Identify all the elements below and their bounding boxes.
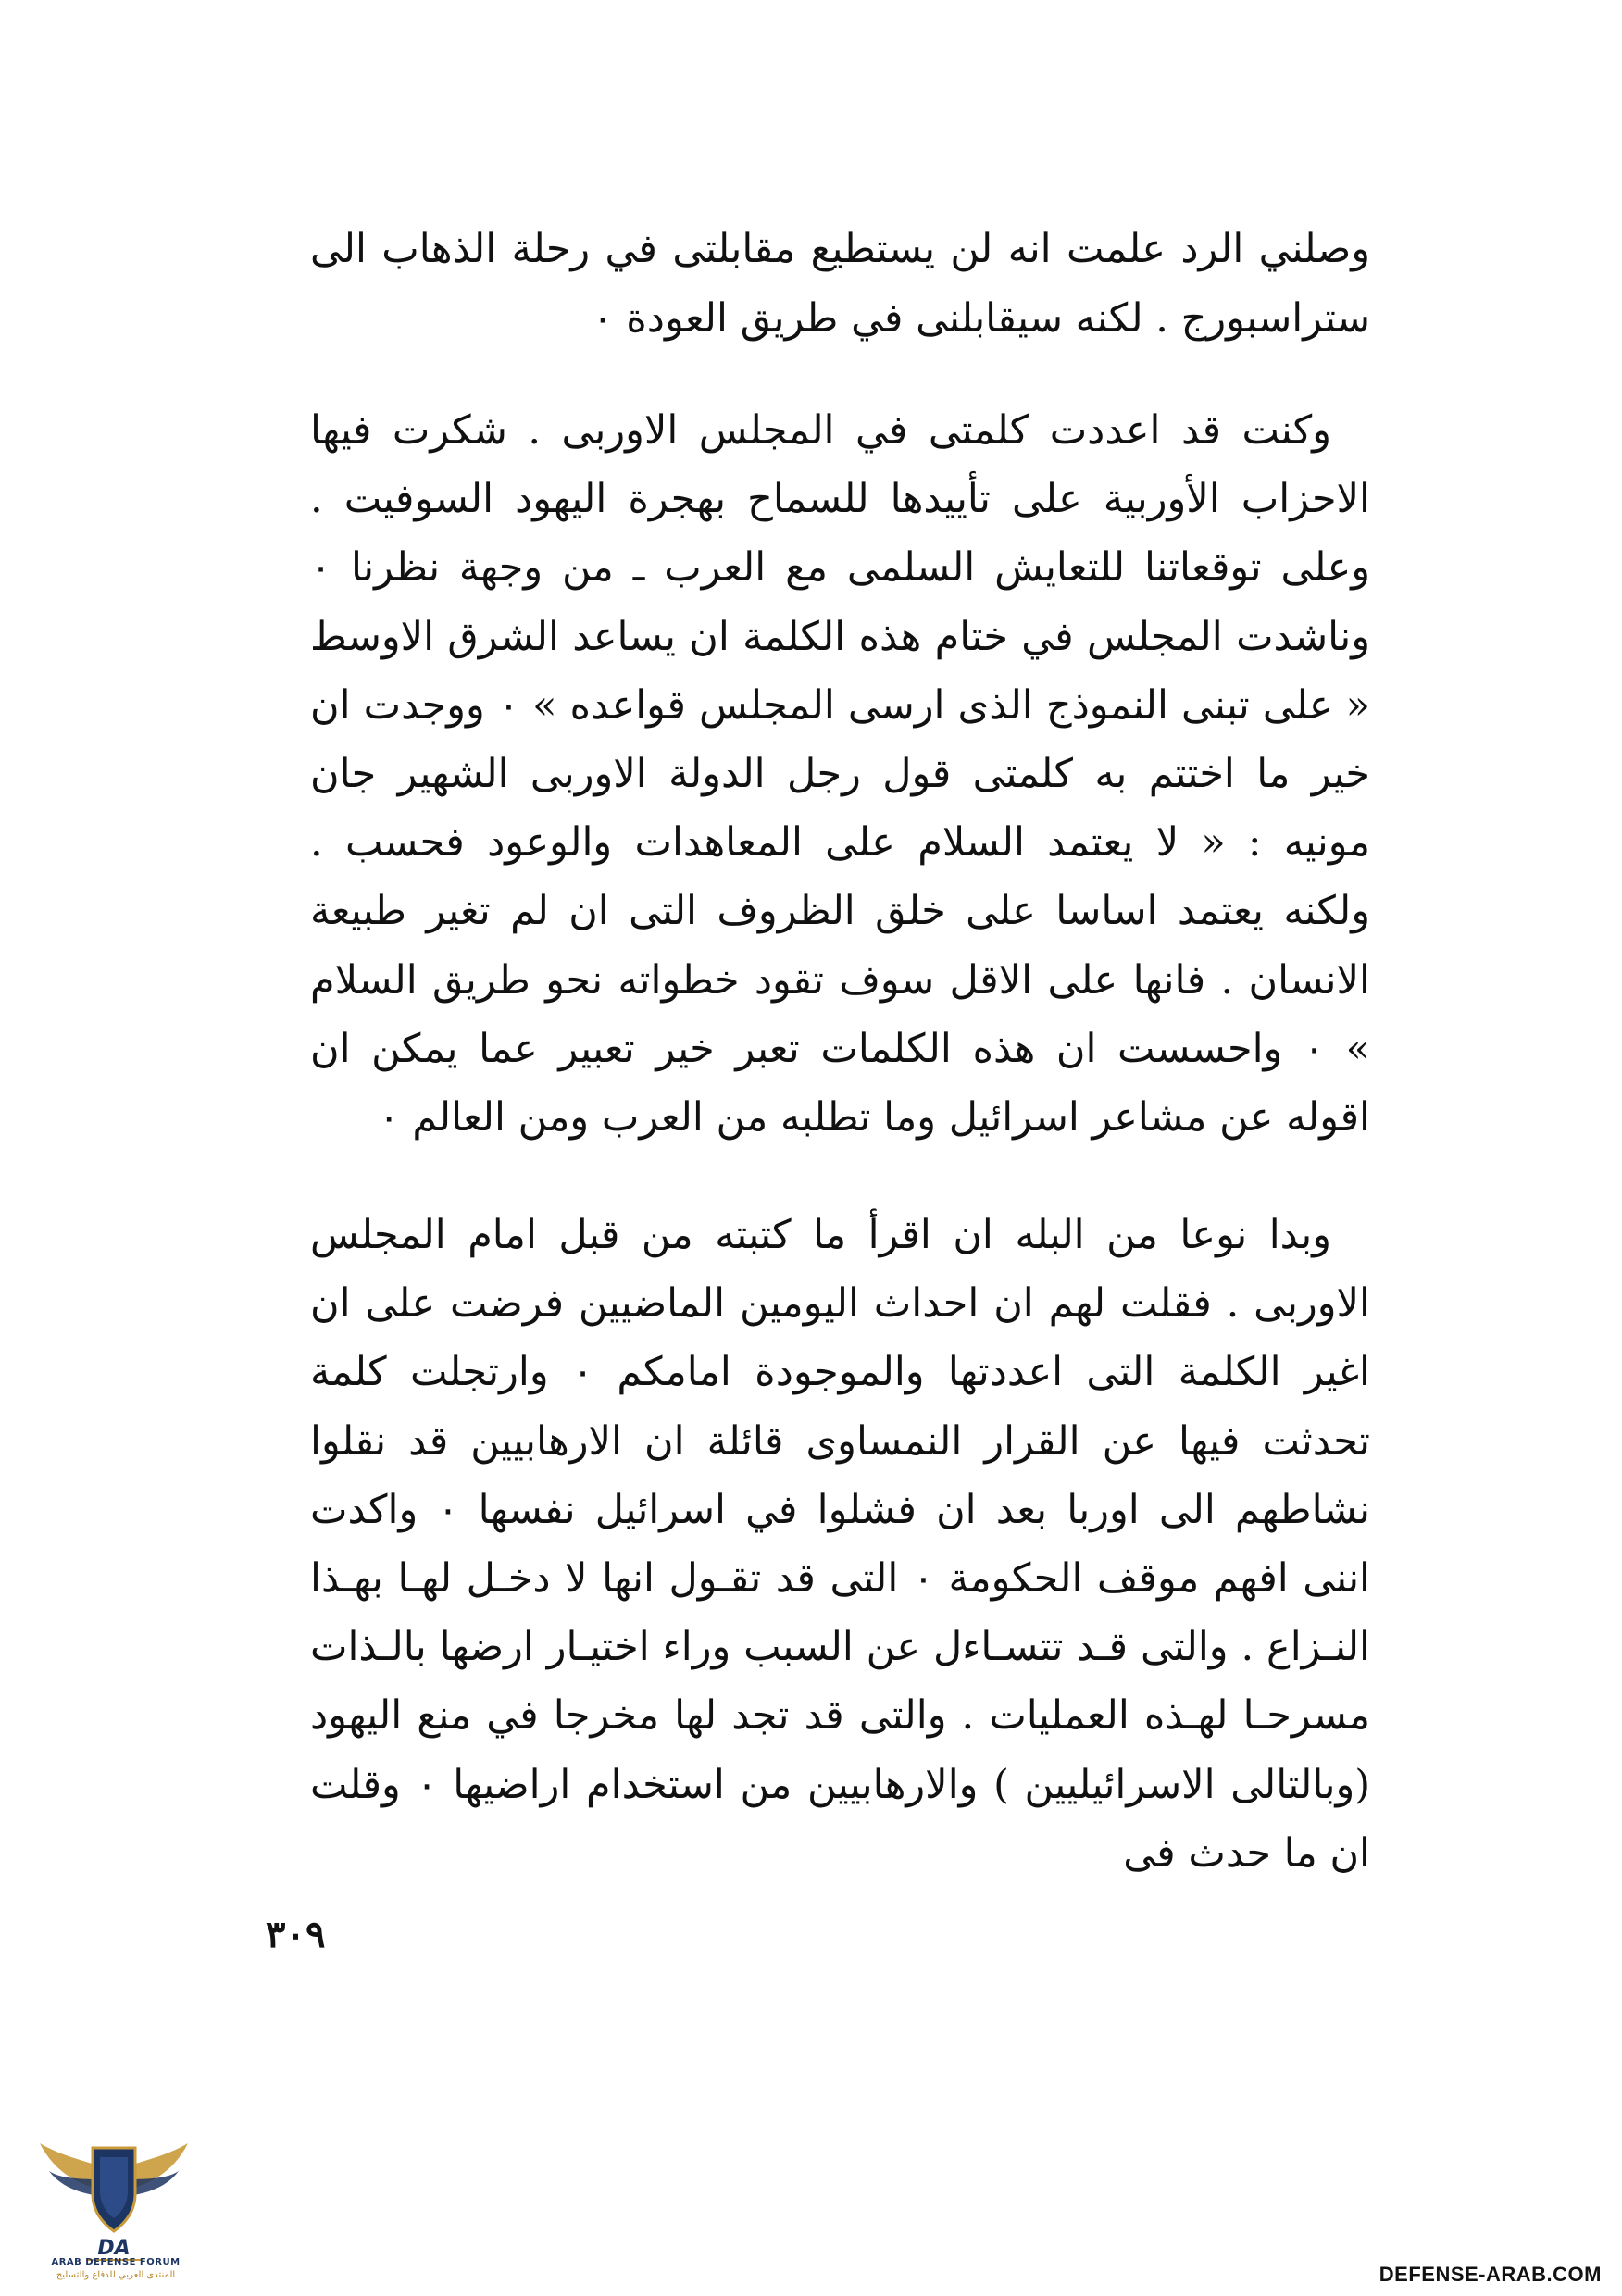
paragraph-text: وصلني الرد علمت انه لن يستطيع مقابلتى في رحلة الذهاب الى ستراسبورج . لكنه سيقابلنى في طريق العودة ٠	[310, 226, 1370, 342]
paragraph-text: وكنت قد اعددت كلمتى في المجلس الاوربى . شكرت فيها الاحزاب الأوربية على تأييدها للسماح بهجرة اليهود السوفيت . وعلى توقعاتنا للتعايش السلمى مع العرب ـ من وجهة نظرنا ٠ وناشدت المجلس في ختام هذه الكلمة ان يساعد الشرق الاوسط « على تبنى النموذج الذى ارسى المجلس قواعده » ٠ ووجدت ان خير ما اختتم به كلمتى قول رجل الدولة الاوربى الشهير جان مونيه : « لا يعتمد السلام على المعاهدات والوعود فحسب . ولكنه يعتمد اساسا على خلق الظروف التى ان لم تغير طبيعة الانسان . فانها على الاقل سوف تقود خطواته نحو طريق السلام » ٠ واحسست ان هذه الكلمات تعبر خير تعبير عما يمكن ان اقوله عن مشاعر اسرائيل وما تطلبه من العرب ومن العالم ٠	[310, 407, 1370, 1142]
paragraph-2	[310, 396, 1370, 1152]
forum-name-ar: المنتدى العربي للدفاع والتسليح	[56, 2270, 176, 2280]
paragraph-1	[310, 215, 1370, 354]
site-watermark: DEFENSE-ARAB.COM	[1379, 2263, 1602, 2286]
paragraph-3	[310, 1201, 1370, 1888]
forum-name-en: ARAB DEFENSE FORUM	[51, 2257, 181, 2267]
paragraph-text: وبدا نوعا من البله ان اقرأ ما كتبته من قبل امام المجلس الاوربى . فقلت لهم ان احداث اليومين الماضيين فرضت على ان اغير الكلمة التى اعددتها والموجودة امامكم ٠ وارتجلت كلمة تحدثت فيها عن القرار النمساوى قائلة ان الارهابيين قد نقلوا نشاطهم الى اوربا بعد ان فشلوا في اسرائيل نفسها ٠ واكدت اننى افهم موقف الحكومة ٠ التى قد تقـول انها لا دخـل لهـا بهـذا النـزاع . والتى قـد تتسـاءل عن السبب وراء اختيـار ارضها بالـذات مسرحـا لهـذه العمليات . والتى قد تجد لها مخرجا في منع اليهود (وبالتالى الاسرائيليين ) والارهابيين من استخدام اراضيها ٠ وقلت ان ما حدث فى	[310, 1212, 1371, 1877]
svg-text:DA: DA	[97, 2237, 131, 2260]
page-number: ٣٠٩	[266, 1913, 326, 1956]
forum-logo	[35, 2106, 193, 2282]
